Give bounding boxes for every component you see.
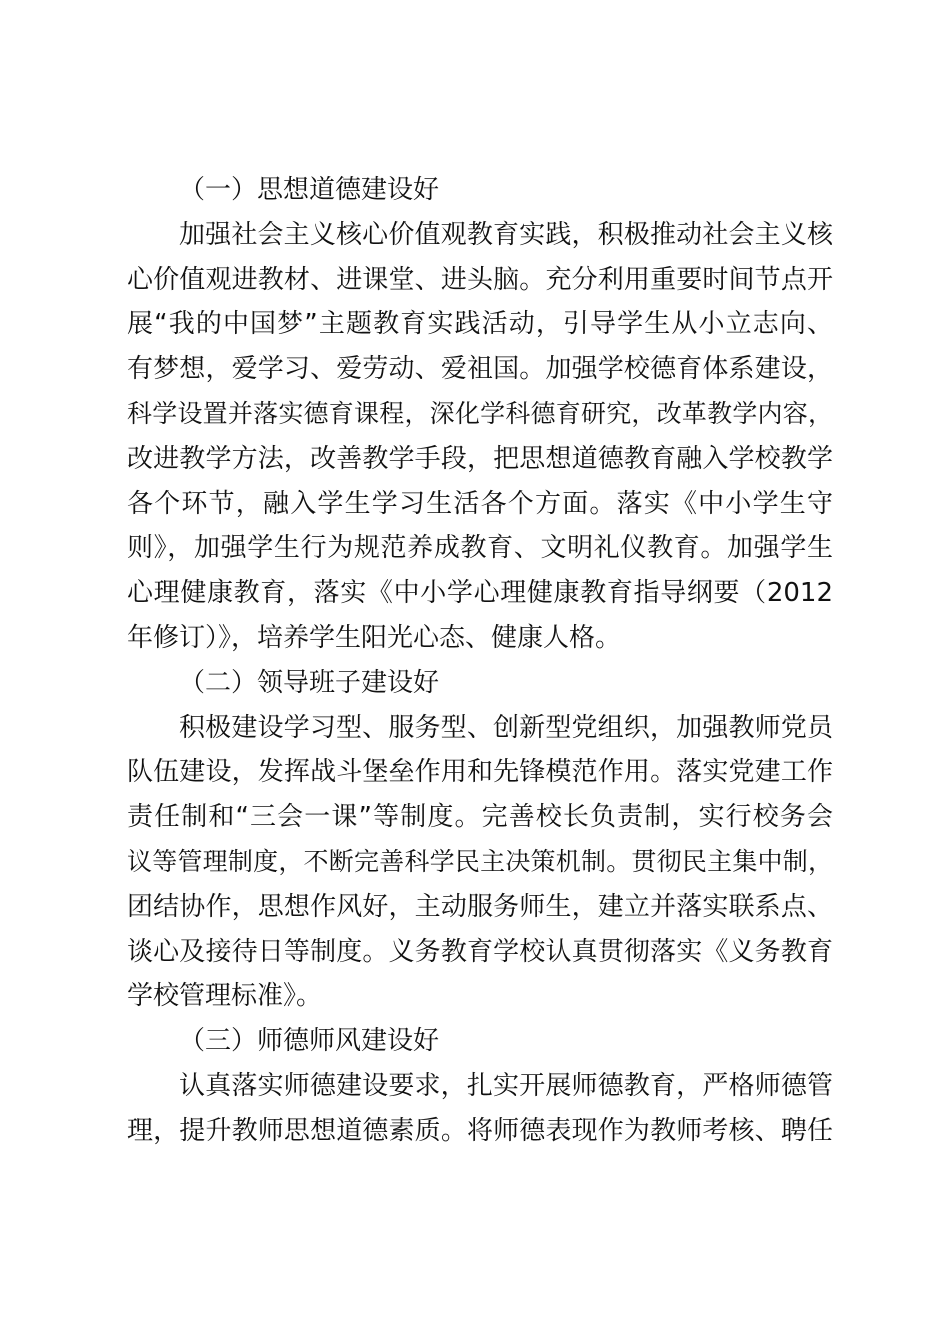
paragraph-line: 队伍建设，发挥战斗堡垒作用和先锋模范作用。落实党建工作 xyxy=(127,757,833,788)
paragraph-line: 心理健康教育，落实《中小学心理健康教育指导纲要（2012 xyxy=(127,578,833,609)
paragraph-line: 积极建设学习型、服务型、创新型党组织，加强教师党员 xyxy=(179,712,833,743)
paragraph-line: 理，提升教师思想道德素质。将师德表现作为教师考核、聘任 xyxy=(127,1115,833,1146)
paragraph-line: 认真落实师德建设要求，扎实开展师德教育，严格师德管 xyxy=(179,1070,833,1101)
paragraph-line: 则》，加强学生行为规范养成教育、文明礼仪教育。加强学生 xyxy=(127,533,833,564)
paragraph-line: 有梦想，爱学习、爱劳动、爱祖国。加强学校德育体系建设， xyxy=(127,354,833,385)
section-heading-1: （一）思想道德建设好 xyxy=(179,175,440,205)
paragraph-line: 谈心及接待日等制度。义务教育学校认真贯彻落实《义务教育 xyxy=(127,936,833,967)
section-heading-3: （三）师德师风建设好 xyxy=(179,1026,440,1057)
document-body xyxy=(127,168,833,1154)
paragraph-line: 改进教学方法，改善教学手段，把思想道德教育融入学校教学 xyxy=(127,443,833,474)
paragraph-line-last: 学校管理标准》。 xyxy=(127,981,323,1012)
paragraph-line-last: 年修订）》，培养学生阳光心态、健康人格。 xyxy=(127,622,622,653)
paragraph-line: 科学设置并落实德育课程，深化学科德育研究，改革教学内容， xyxy=(127,398,833,428)
paragraph-line: 心价值观进教材、进课堂、进头脑。充分利用重要时间节点开 xyxy=(127,264,833,295)
paragraph-line: 加强社会主义核心价值观教育实践，积极推动社会主义核 xyxy=(179,219,833,250)
section-heading-2: （二）领导班子建设好 xyxy=(179,667,440,698)
paragraph-line: 各个环节，融入学生学习生活各个方面。落实《中小学生守 xyxy=(127,488,833,519)
paragraph-line: 责任制和“三会一课”等制度。完善校长负责制，实行校务会 xyxy=(127,802,833,833)
paragraph-line: 团结协作，思想作风好，主动服务师生，建立并落实联系点、 xyxy=(127,891,833,922)
paragraph-line: 议等管理制度，不断完善科学民主决策机制。贯彻民主集中制， xyxy=(127,846,833,876)
paragraph-line: 展“我的中国梦”主题教育实践活动，引导学生从小立志向、 xyxy=(127,309,833,340)
